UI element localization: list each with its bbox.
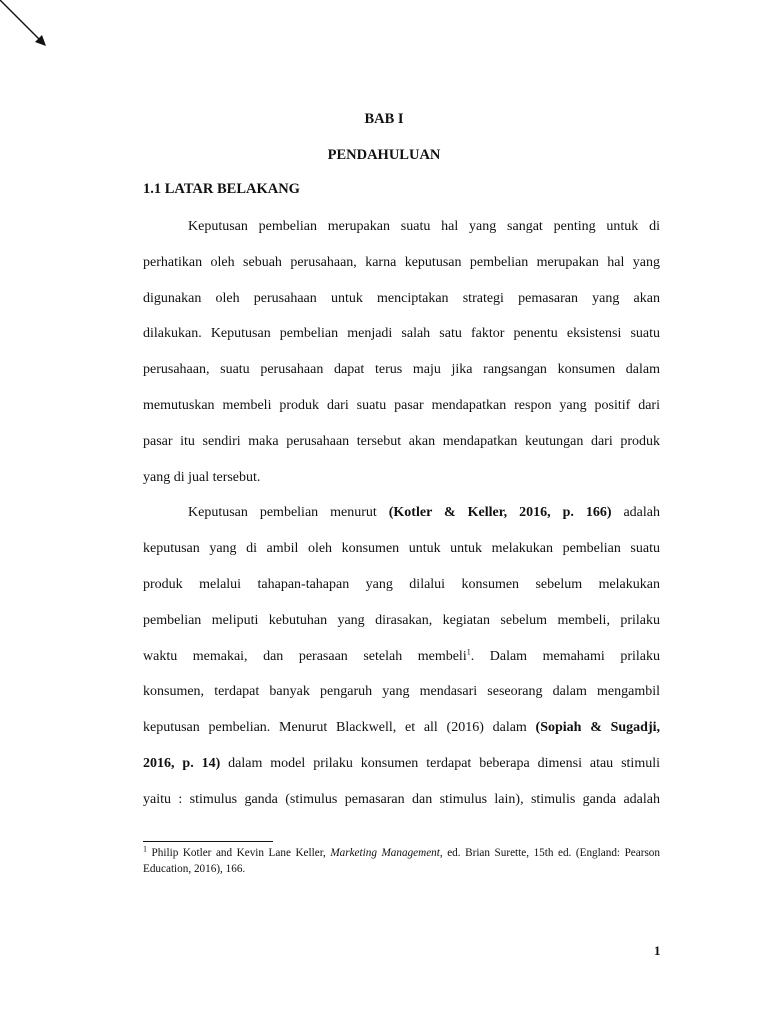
paragraph-line: perusahaan, suatu perusahaan dapat terus maju jika rangsangan konsumen dalam (143, 362, 660, 378)
paragraph-line: produk melalui tahapan-tahapan yang dilalui konsumen sebelum melakukan (143, 576, 660, 592)
arrow-icon (0, 0, 60, 60)
footnote-text: Philip Kotler and Kevin Lane Keller, (147, 847, 331, 859)
paragraph-line: konsumen, terdapat banyak pengaruh yang mendasari seseorang dalam mengambil (143, 684, 660, 700)
paragraph-line (143, 495, 660, 531)
section-title: 1.1 LATAR BELAKANG (143, 181, 300, 197)
body-text (143, 209, 660, 818)
footnote-reference[interactable]: 1 (466, 646, 471, 656)
text-run: dalam model prilaku konsumen terdapat beberapa dimensi atau stimuli (220, 755, 660, 771)
text-run: . Dalam memahami prilaku (470, 648, 660, 664)
paragraph-line: digunakan oleh perusahaan untuk menciptakan strategi pemasaran yang akan (143, 290, 660, 306)
paragraph-line: keputusan yang di ambil oleh konsumen untuk untuk melakukan pembelian suatu (143, 541, 660, 557)
paragraph-2 (143, 495, 660, 817)
footnote-text: , ed. Brian Surette, 15th ed. (England: Pearson Education, 2016), 166. (143, 847, 660, 875)
paragraph-line (143, 710, 660, 746)
citation: (Kotler & Keller, 2016, p. 166) (388, 505, 612, 521)
footnote-separator (143, 841, 273, 842)
chapter-heading: BAB I (364, 111, 404, 127)
chapter-title: PENDAHULUAN (327, 147, 441, 163)
citation: 2016, p. 14) (143, 755, 221, 771)
paragraph-line: yaitu : stimulus ganda (stimulus pemasaran dan stimulus lain), stimulis ganda adalah (143, 791, 660, 807)
footnote-book-title: Marketing Management (330, 847, 440, 859)
paragraph-line (143, 746, 660, 782)
paragraph-line: dilakukan. Keputusan pembelian menjadi salah satu faktor penentu eksistensi suatu (143, 326, 660, 342)
paragraph-line (143, 639, 660, 675)
text-run: adalah (611, 505, 660, 521)
footnote-number: 1 (143, 844, 147, 854)
text-run: Keputusan pembelian menurut (188, 505, 389, 521)
paragraph-line: pembelian meliputi kebutuhan yang dirasakan, kegiatan sebelum membeli, prilaku (143, 612, 660, 628)
paragraph-1 (143, 209, 660, 495)
paragraph-line: memutuskan membeli produk dari suatu pasar mendapatkan respon yang positif dari (143, 397, 660, 413)
footnote (143, 845, 660, 877)
text-run: keputusan pembelian. Menurut Blackwell, et all (2016) dalam (143, 720, 536, 736)
paragraph-line: pasar itu sendiri maka perusahaan tersebut akan mendapatkan keutungan dari produk (143, 433, 660, 449)
paragraph-line: perhatikan oleh sebuah perusahaan, karna keputusan pembelian merupakan hal yang (143, 254, 660, 270)
paragraph-line: Keputusan pembelian merupakan suatu hal yang sangat penting untuk di (188, 219, 660, 234)
citation: (Sopiah & Sugadji, (535, 720, 660, 736)
text-run: waktu memakai, dan perasaan setelah membeli (143, 648, 467, 664)
page-number: 1 (654, 943, 661, 958)
paragraph-line: yang di jual tersebut. (143, 469, 261, 485)
